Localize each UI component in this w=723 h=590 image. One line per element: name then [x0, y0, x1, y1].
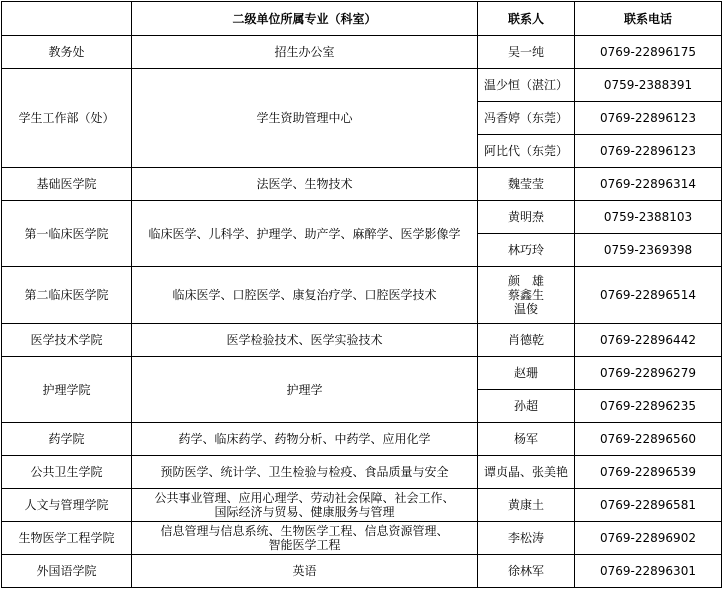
phone-number: 0769-22896279: [600, 366, 696, 380]
unit-name: 教务处: [48, 45, 85, 59]
phone-cell: [575, 522, 722, 555]
contact-name: 温少恒（湛江）: [483, 78, 568, 92]
unit-name: 医学技术学院: [30, 333, 103, 347]
contact-name: 孙超: [513, 399, 538, 413]
specialty-text: 智能医学工程: [268, 538, 341, 552]
unit-name: 人文与管理学院: [24, 498, 109, 512]
table-row: [2, 357, 722, 390]
phone-number: 0769-22896560: [600, 432, 696, 446]
table-row: [2, 36, 722, 69]
phone-number: 0759-2388391: [603, 78, 693, 92]
contact-table: [1, 1, 722, 588]
unit-cell: [2, 168, 132, 201]
phone-cell: [575, 489, 722, 522]
specialty-cell: [132, 423, 478, 456]
table-row: [2, 522, 722, 555]
phone-number: 0769-22896123: [600, 144, 696, 158]
unit-cell: [2, 555, 132, 588]
table-row: [2, 69, 722, 102]
contact-cell: [478, 357, 575, 390]
unit-name: 护理学院: [42, 382, 91, 397]
contact-cell: [478, 456, 575, 489]
table-body: [2, 36, 722, 588]
phone-cell: [575, 102, 722, 135]
table-row: [2, 489, 722, 522]
contact-name: 林巧玲: [507, 243, 544, 257]
specialty-text: 公共事业管理、应用心理学、劳动社会保障、社会工作、: [154, 491, 455, 505]
specialty-cell: [132, 555, 478, 588]
contact-cell: [478, 36, 575, 69]
contact-cell: [478, 102, 575, 135]
header-phone: 联系电话: [575, 2, 722, 36]
contact-cell: [478, 201, 575, 234]
specialty-cell: [132, 522, 478, 555]
phone-cell: [575, 267, 722, 324]
unit-cell: [2, 423, 132, 456]
table-row: [2, 267, 722, 324]
contact-cell: [478, 555, 575, 588]
phone-cell: [575, 390, 722, 423]
contact-cell: [478, 234, 575, 267]
table-row: [2, 168, 722, 201]
contact-cell: [478, 390, 575, 423]
phone-number: 0769-22896514: [600, 288, 696, 302]
header-contact: 联系人: [478, 2, 575, 36]
contact-name: 颜 雄: [507, 274, 544, 288]
specialty-text: 药学、临床药学、药物分析、中药学、应用化学: [178, 432, 431, 446]
table-row: [2, 423, 722, 456]
specialty-cell: [132, 324, 478, 357]
specialty-text: 医学检验技术、医学实验技术: [226, 333, 383, 347]
contact-name: 蔡鑫生: [507, 288, 544, 302]
phone-cell: [575, 201, 722, 234]
unit-cell: [2, 201, 132, 267]
header-specialty: 二级单位所属专业（科室）: [132, 2, 478, 36]
phone-cell: [575, 357, 722, 390]
contact-name: 杨军: [513, 432, 538, 446]
phone-number: 0769-22896123: [600, 111, 696, 125]
unit-cell: [2, 324, 132, 357]
contact-name: 魏莹莹: [507, 177, 544, 191]
contact-cell: [478, 168, 575, 201]
phone-number: 0769-22896539: [600, 465, 696, 479]
phone-cell: [575, 324, 722, 357]
specialty-text: 信息管理与信息系统、生物医学工程、信息资源管理、: [160, 524, 449, 538]
contact-cell: [478, 324, 575, 357]
unit-cell: [2, 522, 132, 555]
unit-cell: [2, 357, 132, 423]
contact-name: 谭贞晶、张美艳: [483, 465, 568, 479]
phone-cell: [575, 69, 722, 102]
unit-cell: [2, 267, 132, 324]
contact-cell: [478, 69, 575, 102]
specialty-text: 临床医学、儿科学、护理学、助产学、麻醉学、医学影像学: [148, 226, 461, 241]
contact-cell: [478, 522, 575, 555]
contact-name: 李松涛: [507, 531, 544, 545]
contact-name: 黄明焘: [507, 210, 544, 224]
specialty-text: 预防医学、统计学、卫生检验与检疫、食品质量与安全: [160, 465, 449, 479]
specialty-cell: [132, 267, 478, 324]
unit-cell: [2, 489, 132, 522]
contact-name: 吴一纯: [507, 45, 544, 59]
specialty-text: 招生办公室: [274, 45, 335, 59]
specialty-text: 临床医学、口腔医学、康复治疗学、口腔医学技术: [172, 288, 437, 302]
phone-cell: [575, 234, 722, 267]
header-unit: [2, 2, 132, 36]
table-row: [2, 456, 722, 489]
contact-name: 温俊: [513, 302, 538, 316]
contact-name: 徐林军: [507, 564, 544, 578]
specialty-cell: [132, 201, 478, 267]
unit-name: 学生工作部（处）: [18, 111, 115, 125]
table-row: [2, 201, 722, 234]
unit-name: 外国语学院: [36, 564, 97, 578]
specialty-text: 法医学、生物技术: [256, 177, 353, 191]
unit-cell: [2, 36, 132, 69]
phone-cell: [575, 135, 722, 168]
specialty-cell: [132, 489, 478, 522]
contact-name: 赵珊: [513, 366, 538, 380]
contact-name: 肖德乾: [507, 333, 544, 347]
phone-number: 0769-22896175: [600, 45, 696, 59]
specialty-text: 英语: [292, 564, 317, 578]
contact-name: 黄康土: [507, 498, 544, 512]
phone-number: 0769-22896581: [600, 498, 696, 512]
specialty-cell: [132, 168, 478, 201]
phone-number: 0769-22896902: [600, 531, 696, 545]
phone-number: 0769-22896442: [600, 333, 696, 347]
unit-name: 公共卫生学院: [30, 465, 103, 479]
specialty-cell: [132, 36, 478, 69]
table-row: [2, 324, 722, 357]
phone-cell: [575, 168, 722, 201]
phone-number: 0769-22896235: [600, 399, 696, 413]
unit-cell: [2, 456, 132, 489]
phone-number: 0759-2369398: [603, 243, 693, 257]
unit-name: 第二临床医学院: [24, 288, 109, 302]
phone-cell: [575, 456, 722, 489]
phone-number: 0769-22896314: [600, 177, 696, 191]
specialty-cell: [132, 357, 478, 423]
unit-name: 生物医学工程学院: [18, 531, 115, 545]
phone-cell: [575, 555, 722, 588]
unit-name: 第一临床医学院: [24, 226, 109, 241]
header-row: [2, 2, 722, 36]
specialty-cell: [132, 456, 478, 489]
unit-cell: [2, 69, 132, 168]
phone-number: 0769-22896301: [600, 564, 696, 578]
unit-name: 药学院: [48, 432, 85, 446]
specialty-text: 护理学: [286, 382, 323, 397]
specialty-cell: [132, 69, 478, 168]
specialty-text: 国际经济与贸易、健康服务与管理: [214, 505, 395, 519]
contact-cell: [478, 423, 575, 456]
phone-cell: [575, 423, 722, 456]
contact-name: 冯香婷（东莞）: [483, 111, 568, 125]
contact-name: 阿比代（东莞）: [483, 144, 568, 158]
contact-cell: [478, 267, 575, 324]
table-row: [2, 555, 722, 588]
phone-number: 0759-2388103: [603, 210, 693, 224]
contact-cell: [478, 135, 575, 168]
phone-cell: [575, 36, 722, 69]
specialty-text: 学生资助管理中心: [256, 111, 353, 125]
unit-name: 基础医学院: [36, 177, 97, 191]
contact-cell: [478, 489, 575, 522]
